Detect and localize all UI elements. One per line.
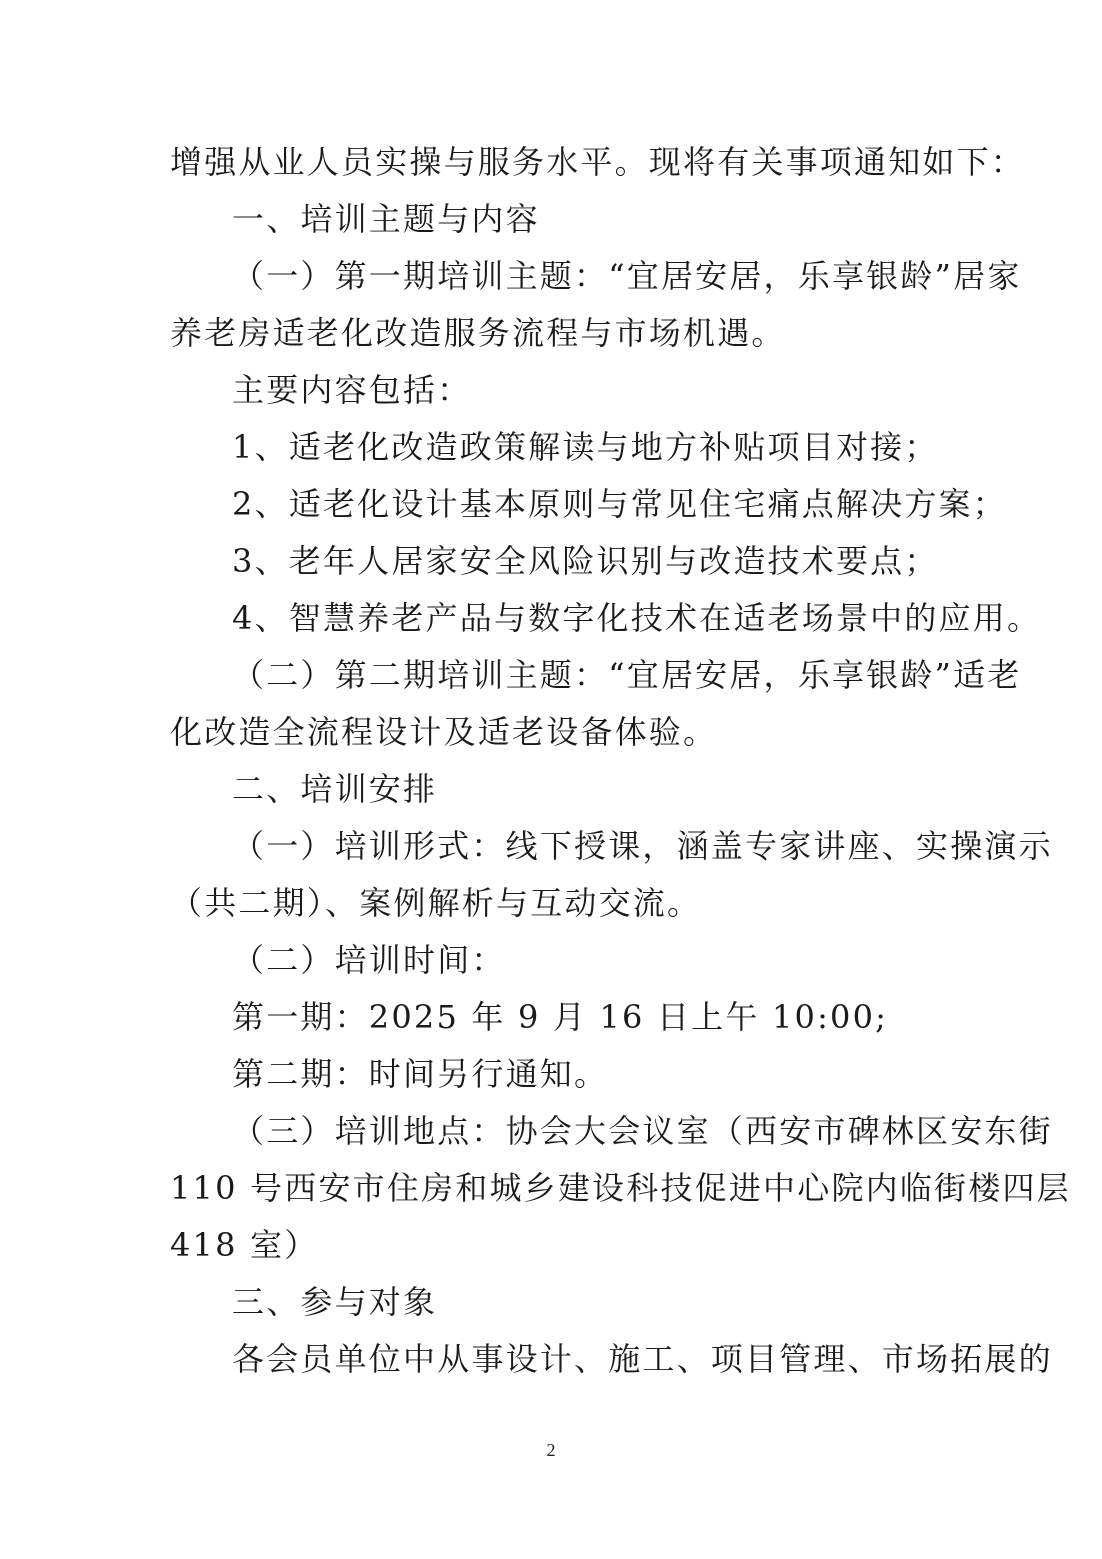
body-line-15: （二）培训时间： — [232, 941, 506, 979]
subsection-heading-2: （二）第二期培训主题：“宜居安居，乐享银龄”适老 — [232, 656, 1022, 694]
list-item-4: 4、智慧养老产品与数字化技术在适老场景中的应用。 — [232, 599, 1042, 637]
body-line-18: （三）培训地点：协会大会议室（西安市碑林区安东街 — [232, 1112, 1053, 1150]
body-line-5: 主要内容包括： — [232, 371, 472, 409]
body-line-14: （共二期）、案例解析与互动交流。 — [170, 884, 702, 922]
body-line-17: 第二期：时间另行通知。 — [232, 1055, 609, 1093]
body-line-16: 第一期：2025 年 9 月 16 日上午 10:00; — [232, 998, 889, 1036]
section-heading-3: 三、参与对象 — [232, 1283, 438, 1321]
list-item-1: 1、适老化改造政策解读与地方补贴项目对接； — [232, 428, 939, 466]
body-line-20: 418 室） — [170, 1226, 319, 1264]
list-item-2: 2、适老化设计基本原则与常见住宅痛点解决方案； — [232, 485, 1007, 523]
body-line-22: 各会员单位中从事设计、施工、项目管理、市场拓展的 — [232, 1340, 1053, 1378]
body-line-4: 养老房适老化改造服务流程与市场机遇。 — [170, 314, 786, 352]
section-heading-2: 二、培训安排 — [232, 770, 438, 808]
section-heading-1: 一、培训主题与内容 — [232, 200, 540, 238]
subsection-heading-1: （一）第一期培训主题：“宜居安居，乐享银龄”居家 — [232, 257, 1022, 295]
body-line-19: 110 号西安市住房和城乡建设科技促进中心院内临街楼四层 — [170, 1169, 1071, 1207]
list-item-3: 3、老年人居家安全风险识别与改造技术要点； — [232, 542, 939, 580]
body-line-11: 化改造全流程设计及适老设备体验。 — [170, 713, 718, 751]
body-line-13: （一）培训形式：线下授课，涵盖专家讲座、实操演示 — [232, 827, 1053, 865]
body-line-1: 增强从业人员实操与服务水平。现将有关事项通知如下： — [170, 143, 1026, 181]
page-number: 2 — [546, 1440, 556, 1460]
